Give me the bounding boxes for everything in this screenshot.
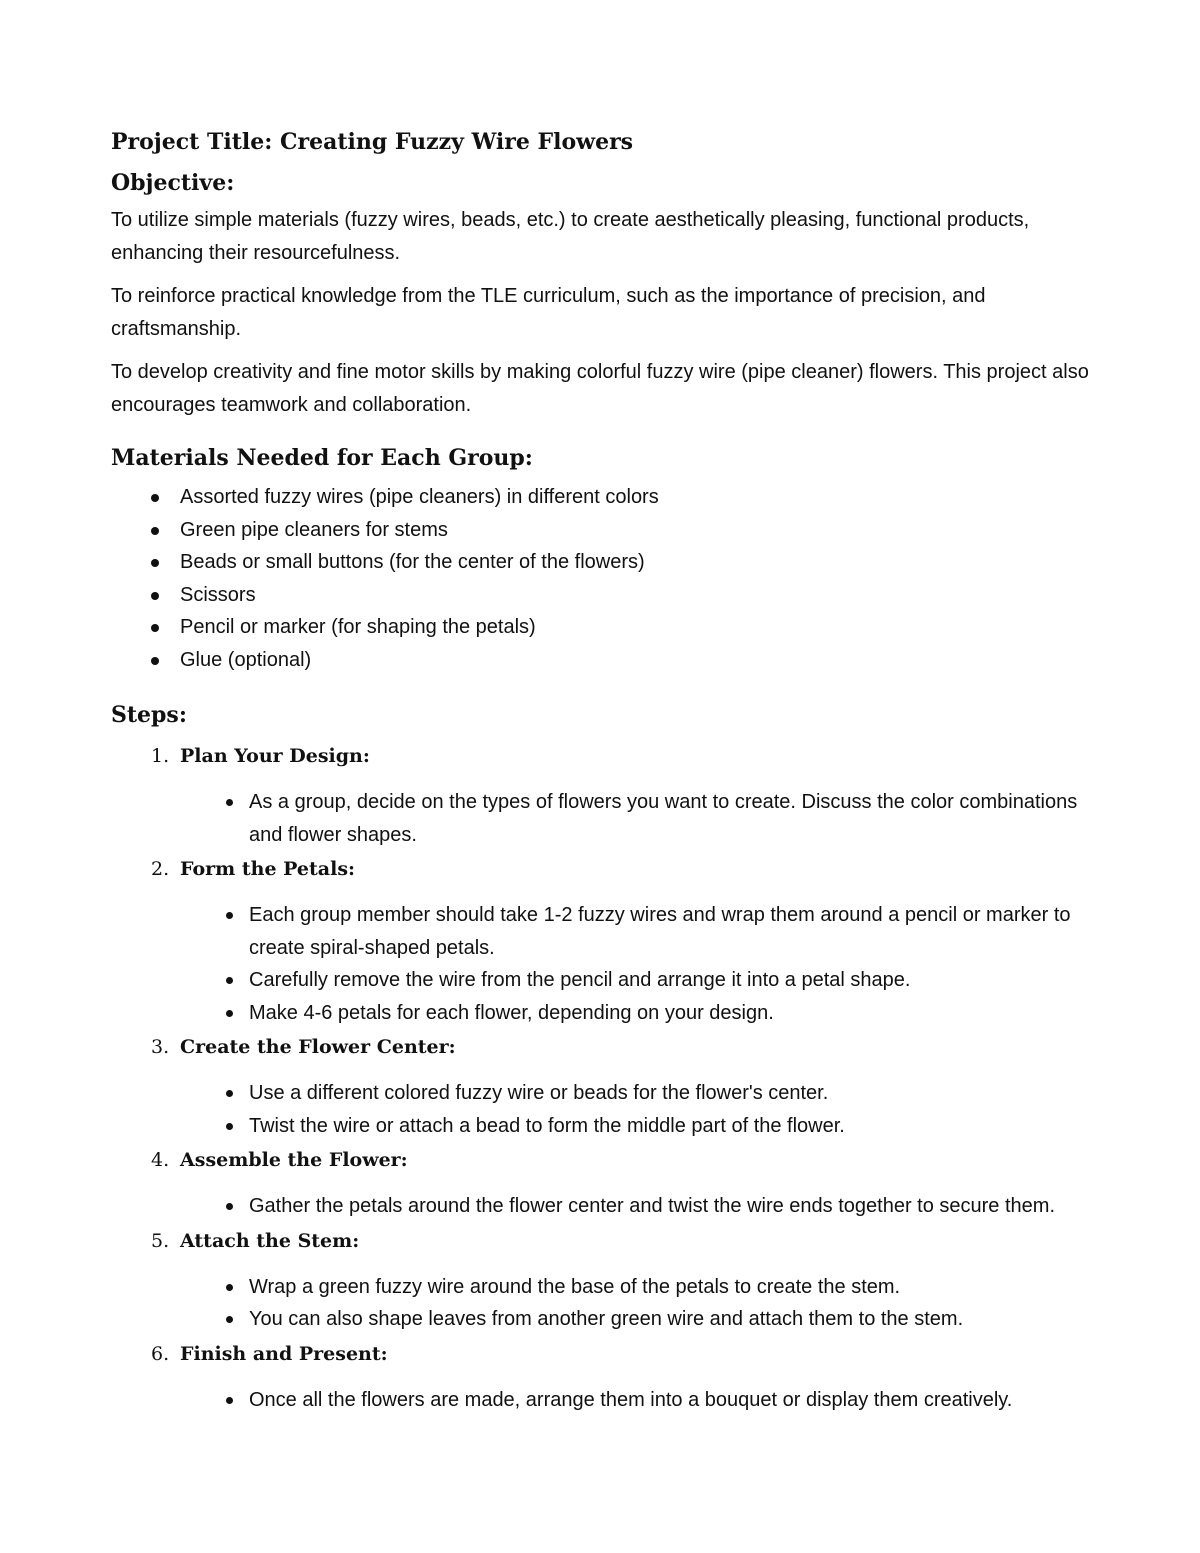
step-title: Attach the Stem: bbox=[180, 1229, 360, 1252]
steps-list bbox=[111, 740, 1091, 1416]
list-item bbox=[180, 1077, 1091, 1110]
bullet-icon bbox=[226, 1203, 233, 1210]
step-bullet-text: Once all the flowers are made, arrange them into a bouquet or display them creatively. bbox=[249, 1388, 1013, 1411]
step-bullet-text: As a group, decide on the types of flowers you want to create. Discuss the color combinations and flower shapes. bbox=[249, 791, 1078, 846]
list-item bbox=[111, 611, 1091, 644]
objective-heading: Objective: bbox=[111, 170, 235, 196]
list-item bbox=[111, 481, 1091, 514]
step-bullet-text: Carefully remove the wire from the pencil and arrange it into a petal shape. bbox=[249, 969, 911, 991]
step-title: Form the Petals: bbox=[180, 858, 356, 880]
list-item bbox=[111, 546, 1091, 579]
bullet-icon bbox=[226, 1316, 233, 1323]
list-item bbox=[111, 644, 1091, 677]
bullet-icon bbox=[151, 527, 159, 535]
step-bullets bbox=[180, 899, 1091, 1029]
list-item bbox=[180, 786, 1091, 851]
list-item bbox=[180, 1271, 1091, 1304]
bullet-icon bbox=[226, 1090, 233, 1097]
objective-paragraph: To reinforce practical knowledge from the TLE curriculum, such as the importance of precision, and craftsmanship. bbox=[111, 285, 986, 340]
list-item bbox=[180, 997, 1091, 1030]
step-bullet-text: Twist the wire or attach a bead to form the middle part of the flower. bbox=[249, 1114, 845, 1137]
step-item bbox=[111, 1144, 1091, 1223]
step-bullets bbox=[180, 1271, 1091, 1336]
step-bullet-text: Use a different colored fuzzy wire or beads for the flower's center. bbox=[249, 1082, 829, 1104]
step-item bbox=[111, 853, 1091, 1029]
material-text: Glue (optional) bbox=[180, 648, 312, 671]
step-bullet-text: Wrap a green fuzzy wire around the base of the petals to create the stem. bbox=[249, 1275, 901, 1298]
material-text: Pencil or marker (for shaping the petals) bbox=[180, 616, 536, 638]
step-bullets bbox=[180, 1384, 1091, 1417]
project-title: Project Title: Creating Fuzzy Wire Flowers bbox=[111, 129, 634, 155]
list-item bbox=[180, 1190, 1091, 1223]
step-title: Finish and Present: bbox=[180, 1342, 388, 1365]
material-text: Assorted fuzzy wires (pipe cleaners) in different colors bbox=[180, 486, 659, 508]
material-text: Scissors bbox=[180, 583, 256, 606]
list-item bbox=[111, 514, 1091, 547]
step-number: 4. bbox=[151, 1149, 170, 1171]
step-bullet-text: You can also shape leaves from another green wire and attach them to the stem. bbox=[249, 1308, 964, 1330]
materials-list bbox=[111, 481, 1091, 676]
objective-paragraph: To utilize simple materials (fuzzy wires, beads, etc.) to create aesthetically pleasing, functional products, enhancing their resourcefulness. bbox=[111, 209, 1030, 264]
steps-heading: Steps: bbox=[111, 702, 187, 728]
step-title: Plan Your Design: bbox=[180, 745, 370, 767]
step-bullet-text: Gather the petals around the flower center and twist the wire ends together to secure them. bbox=[249, 1195, 1056, 1217]
bullet-icon bbox=[226, 912, 233, 919]
bullet-icon bbox=[151, 494, 159, 502]
objective-paragraph: To develop creativity and fine motor skills by making colorful fuzzy wire (pipe cleaner) flowers. This project also encourages teamwork and collaboration. bbox=[111, 361, 1089, 416]
document-page bbox=[111, 124, 1091, 1418]
bullet-icon bbox=[226, 1010, 233, 1017]
materials-heading: Materials Needed for Each Group: bbox=[111, 445, 533, 471]
step-bullet-text: Each group member should take 1-2 fuzzy wires and wrap them around a pencil or marker to create spiral-shaped petals. bbox=[249, 904, 1071, 959]
step-number: 6. bbox=[151, 1342, 170, 1365]
material-text: Green pipe cleaners for stems bbox=[180, 518, 448, 541]
list-item bbox=[180, 899, 1091, 964]
bullet-icon bbox=[151, 559, 159, 567]
bullet-icon bbox=[226, 799, 233, 806]
list-item bbox=[180, 964, 1091, 997]
step-item bbox=[111, 1225, 1091, 1336]
list-item bbox=[180, 1110, 1091, 1143]
step-title: Create the Flower Center: bbox=[180, 1036, 456, 1058]
list-item bbox=[111, 579, 1091, 612]
step-title: Assemble the Flower: bbox=[180, 1149, 408, 1171]
list-item bbox=[180, 1384, 1091, 1417]
step-item bbox=[111, 1031, 1091, 1142]
bullet-icon bbox=[226, 1284, 233, 1291]
step-number: 5. bbox=[151, 1229, 170, 1252]
bullet-icon bbox=[226, 977, 233, 984]
step-bullets bbox=[180, 1190, 1091, 1223]
bullet-icon bbox=[226, 1123, 233, 1130]
material-text: Beads or small buttons (for the center of the flowers) bbox=[180, 551, 645, 573]
step-number: 1. bbox=[151, 745, 170, 767]
step-item bbox=[111, 740, 1091, 851]
step-bullets bbox=[180, 1077, 1091, 1142]
step-number: 3. bbox=[151, 1036, 170, 1058]
list-item bbox=[180, 1303, 1091, 1336]
bullet-icon bbox=[151, 592, 159, 600]
step-item bbox=[111, 1338, 1091, 1417]
step-number: 2. bbox=[151, 858, 170, 880]
bullet-icon bbox=[226, 1397, 233, 1404]
bullet-icon bbox=[151, 657, 159, 665]
bullet-icon bbox=[151, 624, 159, 632]
step-bullet-text: Make 4-6 petals for each flower, depending on your design. bbox=[249, 1001, 774, 1024]
step-bullets bbox=[180, 786, 1091, 851]
